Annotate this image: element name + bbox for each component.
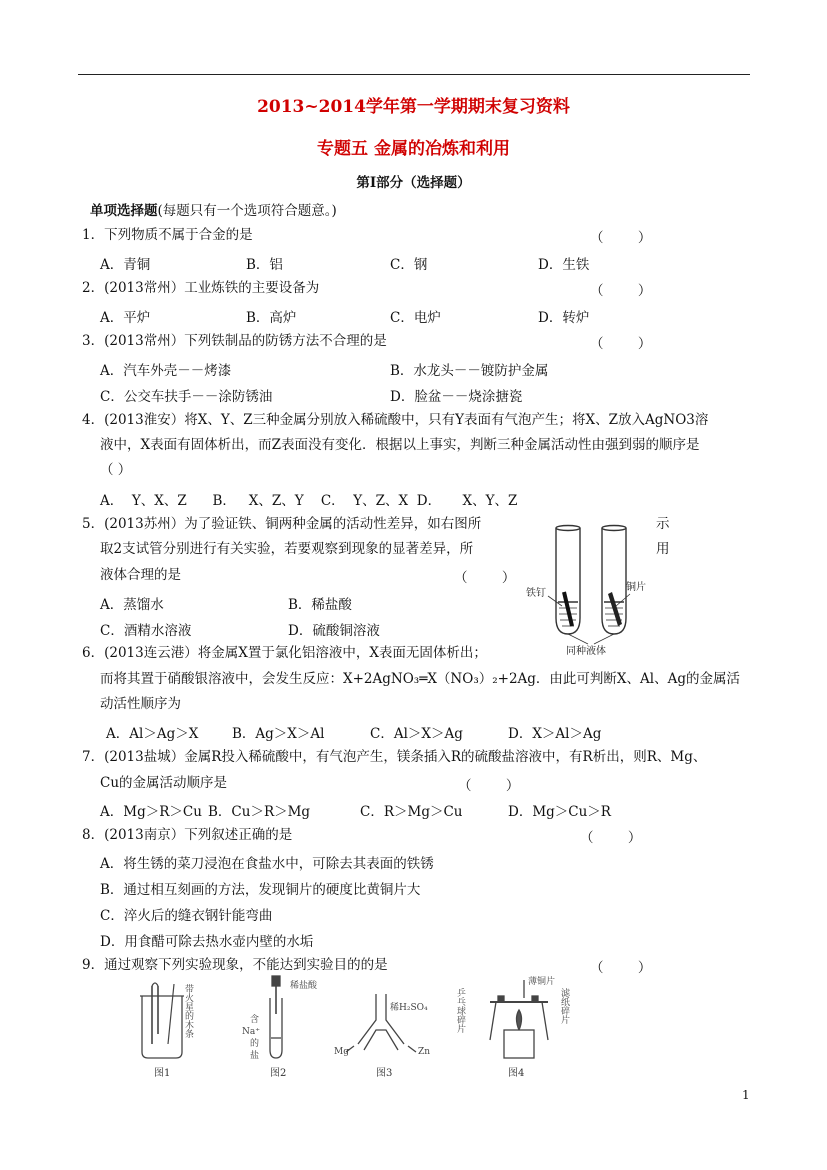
q6-option-d: D．X＞Al＞Ag xyxy=(508,726,602,742)
q9-fig4-right-label: 滤纸碎片 xyxy=(559,988,569,1024)
q5-label-liquid: 同种液体 xyxy=(566,646,606,657)
q7-option-a: A．Mg＞R＞Cu xyxy=(100,804,202,820)
q6-option-b: B．Ag＞X＞Al xyxy=(232,726,325,742)
q9-fig3-top-label: 稀H₂SO₄ xyxy=(390,1003,428,1013)
copper-strip-icon xyxy=(608,592,622,626)
q4-answer-paren: （ ） xyxy=(100,462,132,478)
q7-stem: 7．(2013盐城）金属R投入稀硫酸中，有气泡产生，镁条插入R的硫酸盐溶液中，有R析出，则R、Mg、 xyxy=(82,749,707,765)
q9-fig4-label: 图4 xyxy=(508,1068,525,1079)
q1-option-c: C．钢 xyxy=(390,257,428,273)
q4-stem-line2: 液中，X表面有固体析出，而Z表面没有变化．根据以上事实，判断三种金属活动性由强到弱的顺序是 xyxy=(100,437,700,453)
q6-option-c: C．Al＞X＞Ag xyxy=(370,726,463,742)
q6-stem-line3: 动活性顺序为 xyxy=(100,696,181,712)
q5-stem-line2: 取2支试管分别进行有关实验，若要观察到现象的显著差异，所 xyxy=(100,541,474,557)
q8-option-b: B．通过相互刻画的方法，发现铜片的硬度比黄铜片大 xyxy=(100,882,421,898)
q5-stem-tail: 示 xyxy=(656,516,670,532)
q9-fig2-left-1: 含 xyxy=(250,1015,260,1025)
q1-option-b: B．铝 xyxy=(246,257,283,273)
q2-option-d: D．转炉 xyxy=(538,310,590,326)
q9-fig1 xyxy=(140,983,184,1058)
q1-option-a: A．青铜 xyxy=(100,257,151,273)
q3-option-a: A．汽车外壳－－烤漆 xyxy=(100,363,232,379)
q9-fig3-right-label: Zn xyxy=(418,1047,431,1057)
section-type: 单项选择题 xyxy=(90,203,158,219)
q5-option-a: A．蒸馏水 xyxy=(100,597,164,613)
q6-option-a: A．Al＞Ag＞X xyxy=(106,726,199,742)
q1-answer-paren: （ ） xyxy=(590,230,652,246)
q2-option-a: A．平炉 xyxy=(100,310,151,326)
section-note: (每题只有一个选项符合题意。) xyxy=(157,203,337,219)
q7-answer-paren: （ ） xyxy=(458,778,520,794)
q3-option-d: D．脸盆－－烧涂搪瓷 xyxy=(390,389,523,405)
q8-option-a: A．将生锈的菜刀浸泡在食盐水中，可除去其表面的铁锈 xyxy=(100,856,434,872)
q5-option-d: D．硫酸铜溶液 xyxy=(288,623,380,639)
q1-stem: 1．下列物质不属于合金的是 xyxy=(82,227,253,243)
q2-stem: 2．(2013常州）工业炼铁的主要设备为 xyxy=(82,280,320,296)
section-heading xyxy=(90,199,337,219)
q5-option-c: C．酒精水溶液 xyxy=(100,623,192,639)
q9-fig4-top-label: 薄铜片 xyxy=(528,977,556,987)
q9-fig2-top-label: 稀盐酸 xyxy=(290,981,318,991)
q5-label-copper: 铜片 xyxy=(626,582,646,593)
q8-answer-paren: （ ） xyxy=(580,830,642,846)
q5-label-iron-nail: 铁钉 xyxy=(526,588,546,599)
q8-option-d: D．用食醋可除去热水壶内壁的水垢 xyxy=(100,934,314,950)
q7-option-c: C．R＞Mg＞Cu xyxy=(360,804,463,820)
q5-option-b: B．稀盐酸 xyxy=(288,597,352,613)
q9-fig4 xyxy=(490,980,548,1058)
q2-option-c: C．电炉 xyxy=(390,310,441,326)
q3-stem: 3．(2013常州）下列铁制品的防锈方法不合理的是 xyxy=(82,333,387,349)
part-title: 第Ⅰ部分（选择题） xyxy=(356,175,471,191)
topic-title: 专题五 金属的冶炼和利用 xyxy=(317,139,510,159)
q9-fig1-side-label: 带火星的木条 xyxy=(183,984,193,1038)
q3-option-c: C．公交车扶手－－涂防锈油 xyxy=(100,389,273,405)
q2-answer-paren: （ ） xyxy=(590,283,652,299)
q9-fig2-left-3: 的 xyxy=(250,1039,260,1049)
q9-fig2-label: 图2 xyxy=(270,1068,287,1079)
q9-fig2-left-2: Na⁺ xyxy=(242,1027,260,1037)
header-rule xyxy=(78,74,750,75)
q2-option-b: B．高炉 xyxy=(246,310,297,326)
q9-fig1-label: 图1 xyxy=(154,1068,171,1079)
q6-stem: 6．(2013连云港）将金属X置于氯化铝溶液中，X表面无固体析出； xyxy=(82,645,487,661)
q9-answer-paren: （ ） xyxy=(590,960,652,976)
q5-stem-line2-tail: 用 xyxy=(656,541,670,557)
q9-experiments-figure xyxy=(124,974,654,1082)
q9-fig3-left-label: Mg xyxy=(334,1047,349,1057)
q9-fig3-label: 图3 xyxy=(376,1068,393,1079)
q8-stem: 8．(2013南京）下列叙述正确的是 xyxy=(82,827,293,843)
q3-answer-paren: （ ） xyxy=(590,336,652,352)
page-title: 2013~2014学年第一学期期末复习资料 xyxy=(257,97,570,117)
q9-fig2-left-4: 盐 xyxy=(250,1051,260,1061)
q5-stem: 5．(2013苏州）为了验证铁、铜两种金属的活动性差异，如右图所 xyxy=(82,516,482,532)
q9-fig2 xyxy=(270,976,282,1058)
q5-stem-line3: 液体合理的是 xyxy=(100,567,181,583)
q6-stem-line2: 而将其置于硝酸银溶液中，会发生反应：X+2AgNO₃═X（NO₃）₂+2Ag．由此可判断X、Al、Ag的金属活 xyxy=(100,671,740,687)
q8-option-c: C．淬火后的缝衣钢针能弯曲 xyxy=(100,908,273,924)
page-number: 1 xyxy=(742,1088,750,1102)
q5-test-tubes-figure xyxy=(522,522,654,658)
q3-option-b: B．水龙头－－镀防护金属 xyxy=(390,363,549,379)
q7-option-b: B．Cu＞R＞Mg xyxy=(208,804,311,820)
q4-stem: 4．(2013淮安）将X、Y、Z三种金属分别放入稀硫酸中，只有Y表面有气泡产生；将X、Z放入AgNO3溶 xyxy=(82,412,709,428)
q4-options: A． Y、X、Z B． X、Z、Y C． Y、Z、X D． X、Y、Z xyxy=(100,493,518,509)
q1-option-d: D．生铁 xyxy=(538,257,590,273)
q5-answer-paren: （ ） xyxy=(454,570,516,586)
q7-option-d: D．Mg＞Cu＞R xyxy=(508,804,611,820)
iron-nail-icon xyxy=(564,592,572,626)
q9-fig4-left-label: 乒乓球碎片 xyxy=(455,988,465,1033)
q7-stem-line2: Cu的金属活动顺序是 xyxy=(100,775,228,791)
q9-stem: 9．通过观察下列实验现象，不能达到实验目的的是 xyxy=(82,957,388,973)
